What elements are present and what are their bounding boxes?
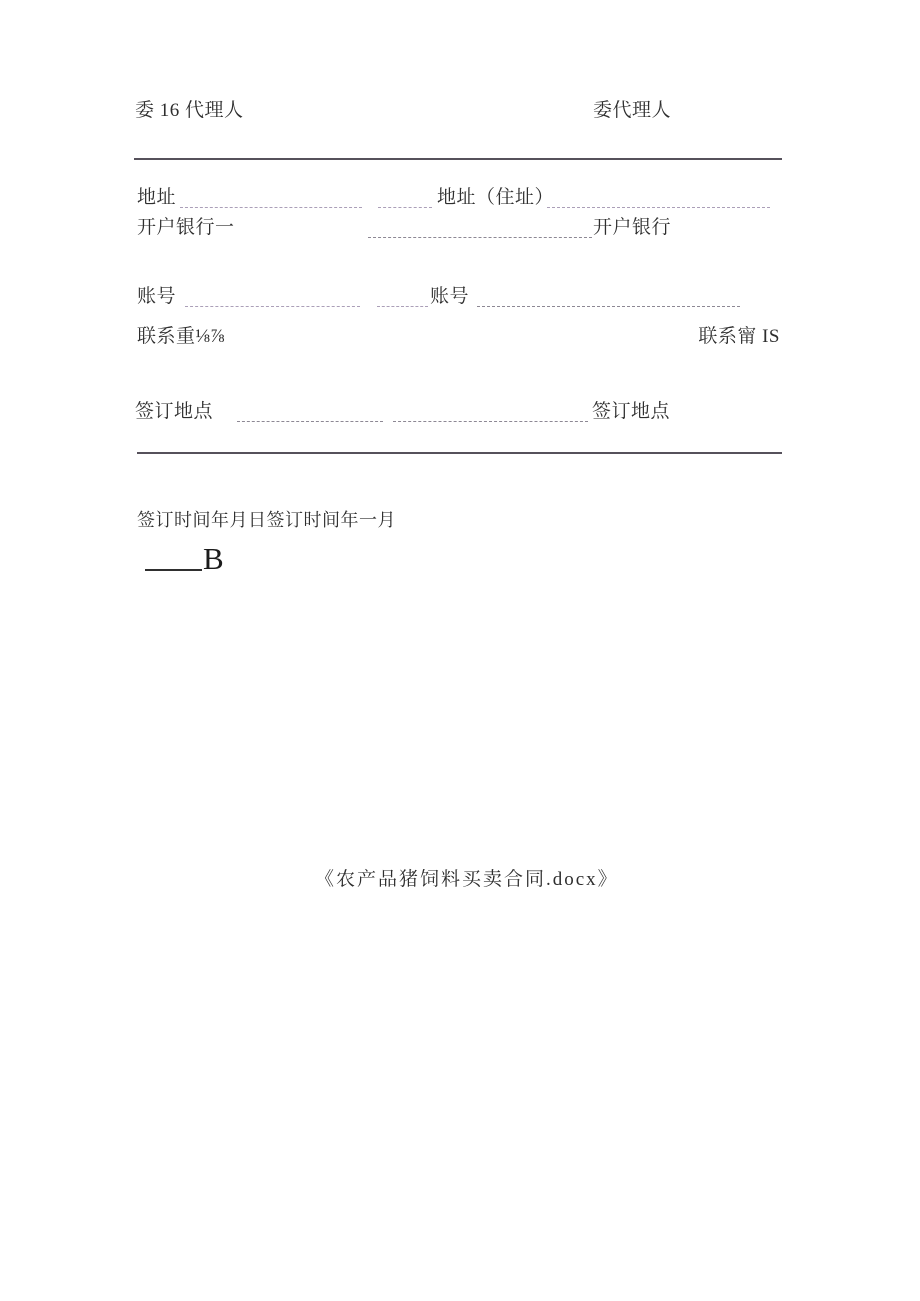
- bank-blank-line: [368, 217, 592, 238]
- address-label-left: 地址: [137, 187, 177, 208]
- sign-place-blank-line-2: [393, 401, 588, 422]
- sign-place-label-left: 签订地点: [135, 401, 214, 422]
- contact-label-left: 联系重⅛⅞: [137, 326, 226, 347]
- stamp-letter-b: B: [203, 541, 224, 576]
- document-filename: 《农产品猪饲料买卖合同.docx》: [315, 869, 619, 890]
- bank-label-left: 开户银行一: [137, 217, 235, 238]
- sign-place-blank-line-1: [237, 401, 383, 422]
- header-label-left: 委 16 代理人: [135, 100, 244, 121]
- address-blank-line-3: [547, 187, 770, 208]
- divider-line-bottom: [137, 452, 782, 454]
- address-blank-line-1: [180, 187, 362, 208]
- account-blank-line-1: [185, 286, 360, 307]
- sign-time-text: 签订时间年月日签订时间年一月: [137, 510, 396, 530]
- account-blank-line-3: [477, 286, 740, 307]
- address-label-right: 地址（住址）: [437, 187, 555, 208]
- account-label-left: 账号: [137, 286, 177, 307]
- bank-label-right: 开户银行: [593, 217, 672, 238]
- address-blank-line-2: [378, 187, 432, 208]
- stamp-blank-line: [145, 548, 202, 571]
- account-label-right: 账号: [430, 286, 470, 307]
- contact-label-right: 联系甯 IS: [698, 326, 780, 347]
- sign-place-label-right: 签订地点: [592, 401, 671, 422]
- divider-line-top: [134, 158, 782, 160]
- header-label-right: 委代理人: [593, 100, 672, 121]
- account-blank-line-2: [377, 286, 428, 307]
